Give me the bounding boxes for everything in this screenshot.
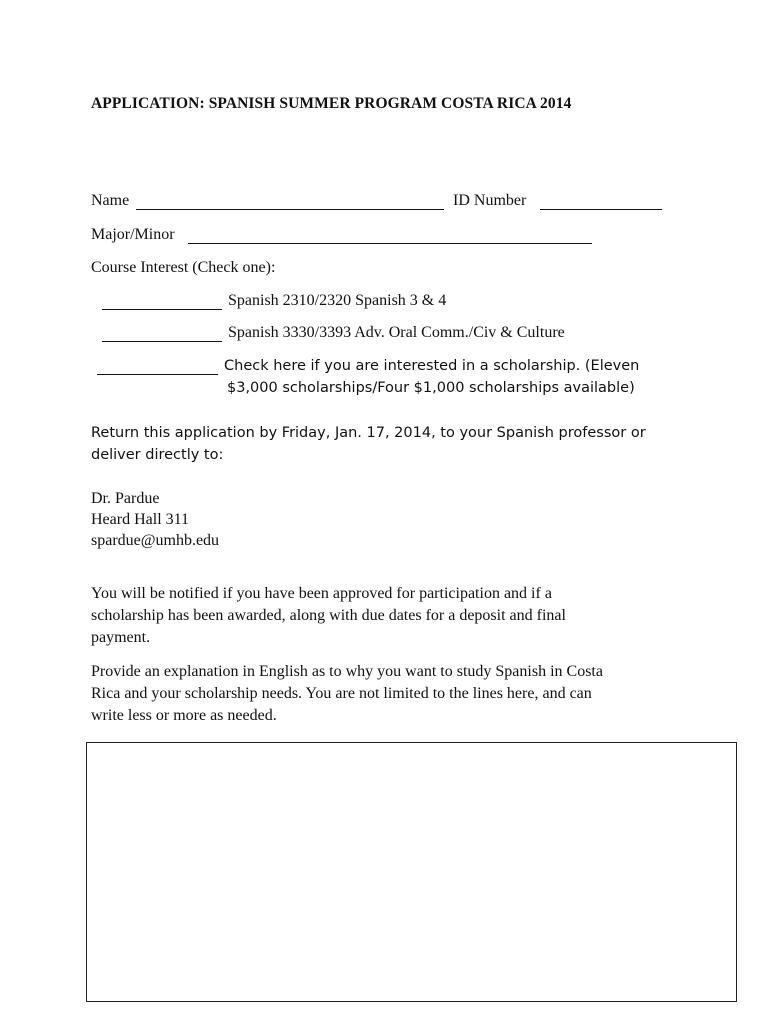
option1-check-line[interactable] [102,309,222,310]
return-info-line2: deliver directly to: [91,447,224,463]
scholarship-text-line2: $3,000 scholarships/Four $1,000 scholarships available) [227,380,635,396]
option2-label: Spanish 3330/3393 Adv. Oral Comm./Civ & Culture [228,324,565,341]
name-label: Name [91,192,130,209]
major-minor-field[interactable] [188,243,592,244]
contact-office: Heard Hall 311 [91,511,190,528]
explanation-textarea[interactable] [86,742,737,1002]
option2-check-line[interactable] [102,341,222,342]
id-number-field[interactable] [540,209,662,210]
id-number-label: ID Number [453,192,527,209]
explanation-line1: Provide an explanation in English as to why you want to study Spanish in Costa [91,663,603,680]
scholarship-check-line[interactable] [97,374,218,375]
notice-line3: payment. [91,629,151,646]
explanation-line2: Rica and your scholarship needs. You are not limited to the lines here, and can [91,685,592,702]
notice-line1: You will be notified if you have been approved for participation and if a [91,585,552,602]
contact-name: Dr. Pardue [91,490,160,507]
return-info-line1: Return this application by Friday, Jan. 17, 2014, to your Spanish professor or [91,425,646,441]
explanation-line3: write less or more as needed. [91,707,277,724]
scholarship-text-line1: Check here if you are interested in a scholarship. (Eleven [224,358,640,374]
major-minor-label: Major/Minor [91,226,175,243]
option1-label: Spanish 2310/2320 Spanish 3 & 4 [228,292,447,309]
course-interest-heading: Course Interest (Check one): [91,259,276,276]
notice-line2: scholarship has been awarded, along with due dates for a deposit and final [91,607,566,624]
contact-email: spardue@umhb.edu [91,532,220,549]
page-title: APPLICATION: SPANISH SUMMER PROGRAM COSTA RICA 2014 [91,95,572,112]
name-field[interactable] [136,209,444,210]
